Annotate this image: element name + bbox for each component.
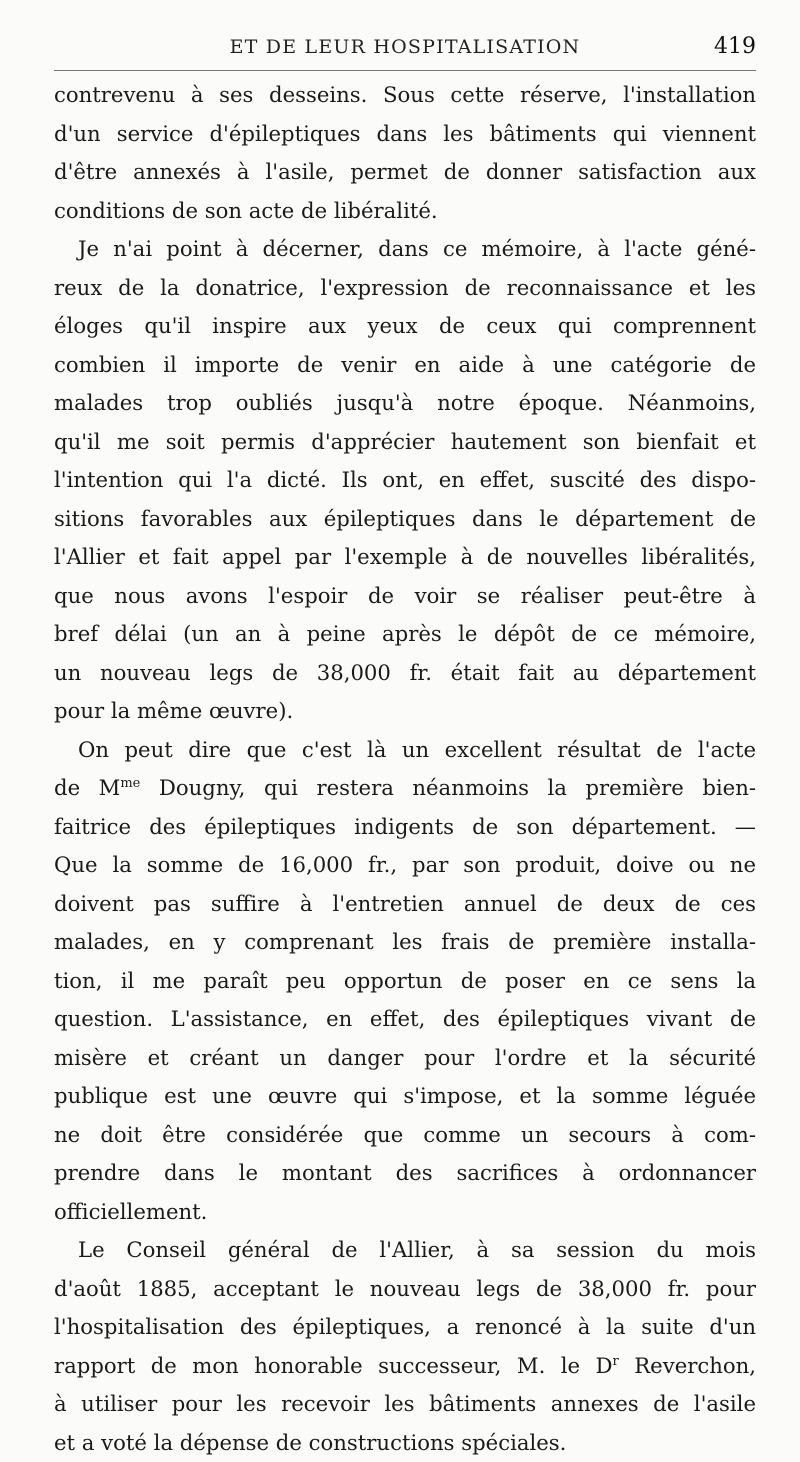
text-line: doivent pas suffire à l'entretien annuel de deux de ces: [54, 885, 756, 924]
text-line: que nous avons l'espoir de voir se réaliser peut-être à: [54, 577, 756, 616]
text-line: conditions de son acte de libéralité.: [54, 192, 756, 231]
text-line: l'intention qui l'a dicté. Ils ont, en effet, suscité des dispo-: [54, 461, 756, 500]
text-line: sitions favorables aux épileptiques dans le département de: [54, 500, 756, 539]
text-line: Le Conseil général de l'Allier, à sa session du mois: [54, 1231, 756, 1270]
header-rule: [54, 70, 756, 71]
text-line: Je n'ai point à décerner, dans ce mémoire, à l'acte géné-: [54, 230, 756, 269]
text-line: faitrice des épileptiques indigents de son département. —: [54, 808, 756, 847]
text-line: On peut dire que c'est là un excellent résultat de l'acte: [54, 731, 756, 770]
paragraph: [54, 76, 756, 230]
text-line: publique est une œuvre qui s'impose, et la somme léguée: [54, 1077, 756, 1116]
text-line: et a voté la dépense de constructions spéciales.: [54, 1424, 756, 1462]
text-line: éloges qu'il inspire aux yeux de ceux qui comprennent: [54, 307, 756, 346]
text-line: d'un service d'épileptiques dans les bâtiments qui viennent: [54, 115, 756, 154]
paragraph: [54, 230, 756, 731]
paragraph: [54, 1231, 756, 1462]
text-line: pour la même œuvre).: [54, 692, 756, 731]
text-line: un nouveau legs de 38,000 fr. était fait au département: [54, 654, 756, 693]
page-number: 419: [714, 34, 756, 59]
running-head: ET DE LEUR HOSPITALISATION: [54, 36, 756, 58]
text-line: officiellement.: [54, 1193, 756, 1232]
text-line: d'être annexés à l'asile, permet de donner satisfaction aux: [54, 153, 756, 192]
body-text: [54, 76, 756, 1462]
text-line: question. L'assistance, en effet, des épileptiques vivant de: [54, 1000, 756, 1039]
text-line: ne doit être considérée que comme un secours à com-: [54, 1116, 756, 1155]
text-line: l'hospitalisation des épileptiques, a renoncé à la suite d'un: [54, 1308, 756, 1347]
page-header: [54, 36, 756, 70]
text-line: malades trop oubliés jusqu'à notre époque. Néanmoins,: [54, 384, 756, 423]
text-line: qu'il me soit permis d'apprécier hautement son bienfait et: [54, 423, 756, 462]
text-line: misère et créant un danger pour l'ordre et la sécurité: [54, 1039, 756, 1078]
text-line: combien il importe de venir en aide à une catégorie de: [54, 346, 756, 385]
text-line: de $M^{me}$ Dougny, qui restera néanmoins la première bien-: [54, 769, 756, 808]
text-line: tion, il me paraît peu opportun de poser en ce sens la: [54, 962, 756, 1001]
text-line: l'Allier et fait appel par l'exemple à de nouvelles libéralités,: [54, 538, 756, 577]
text-line: à utiliser pour les recevoir les bâtiments annexes de l'asile: [54, 1385, 756, 1424]
text-line: reux de la donatrice, l'expression de reconnaissance et les: [54, 269, 756, 308]
text-line: malades, en y comprenant les frais de première installa-: [54, 923, 756, 962]
text-line: contrevenu à ses desseins. Sous cette réserve, l'installation: [54, 76, 756, 115]
paragraph: [54, 731, 756, 1232]
text-line: Que la somme de 16,000 fr., par son produit, doive ou ne: [54, 846, 756, 885]
text-line: bref délai (un an à peine après le dépôt de ce mémoire,: [54, 615, 756, 654]
text-line: d'août 1885, acceptant le nouveau legs de 38,000 fr. pour: [54, 1270, 756, 1309]
text-line: rapport de mon honorable successeur, M. le $D^r$ Reverchon,: [54, 1347, 756, 1386]
text-line: prendre dans le montant des sacrifices à ordonnancer: [54, 1154, 756, 1193]
